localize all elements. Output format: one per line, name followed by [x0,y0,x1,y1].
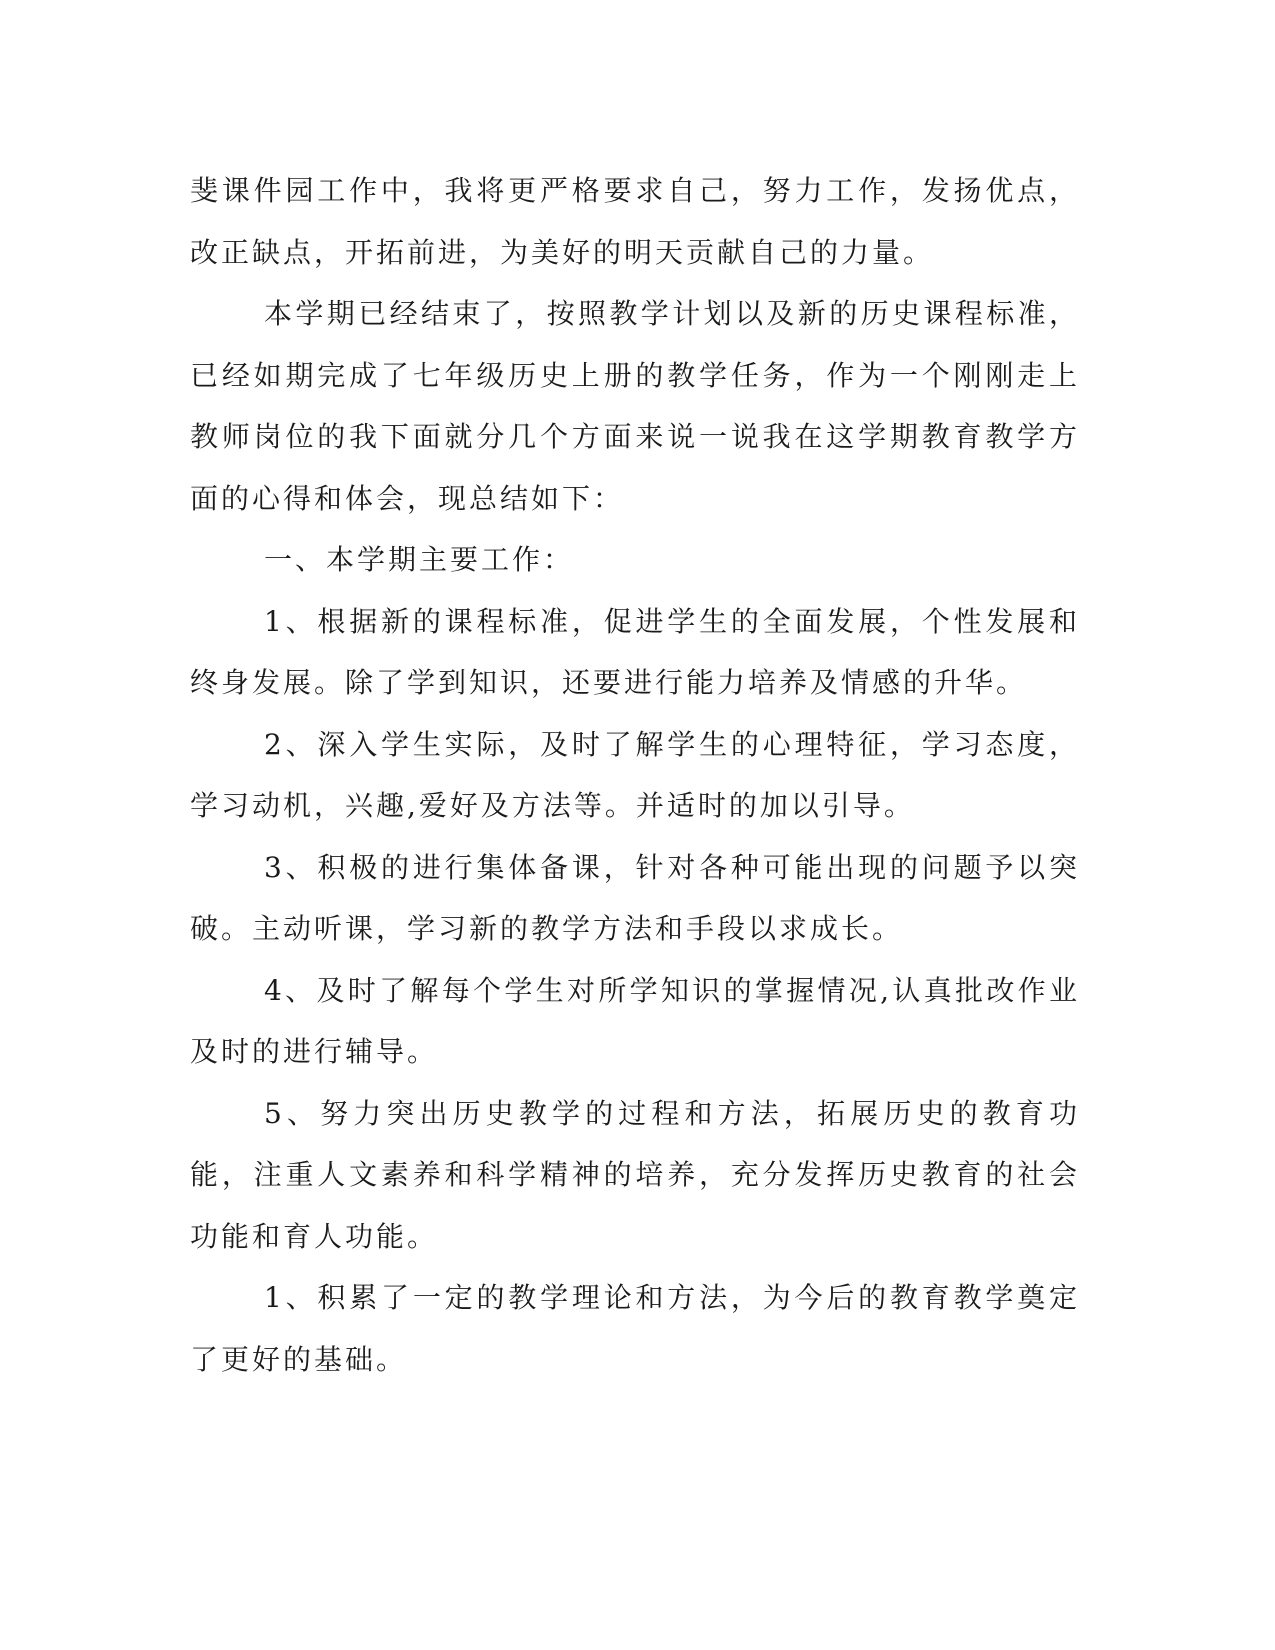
section-heading-main-work: 一、本学期主要工作： [264,543,575,576]
list-item-4: 4、及时了解每个学生对所学知识的掌握情况,认真批改作业及时的进行辅导。 [190,973,1080,1068]
list-item-achievement-1: 1、积累了一定的教学理论和方法，为今后的教育教学奠定了更好的基础。 [190,1281,1080,1376]
list-item-1: 1、根据新的课程标准，促进学生的全面发展，个性发展和终身发展。除了学到知识，还要进行能力培养及情感的升华。 [190,604,1080,699]
paragraph-continuation: 斐课件园工作中，我将更严格要求自己，努力工作，发扬优点，改正缺点，开拓前进，为美好的明天贡献自己的力量。 [190,174,1080,269]
list-item-5: 5、努力突出历史教学的过程和方法，拓展历史的教育功能，注重人文素养和科学精神的培养，充分发挥历史教育的社会功能和育人功能。 [190,1096,1080,1253]
list-item-3: 3、积极的进行集体备课，针对各种可能出现的问题予以突破。主动听课，学习新的教学方法和手段以求成长。 [190,850,1080,945]
paragraph-semester-intro: 本学期已经结束了，按照教学计划以及新的历史课程标准，已经如期完成了七年级历史上册的教学任务，作为一个刚刚走上教师岗位的我下面就分几个方面来说一说我在这学期教育教学方面的心得和体会，现总结如下： [190,297,1080,515]
list-item-2: 2、深入学生实际，及时了解学生的心理特征，学习态度，学习动机，兴趣,爱好及方法等。并适时的加以引导。 [190,727,1080,822]
document-body [190,160,1080,1390]
